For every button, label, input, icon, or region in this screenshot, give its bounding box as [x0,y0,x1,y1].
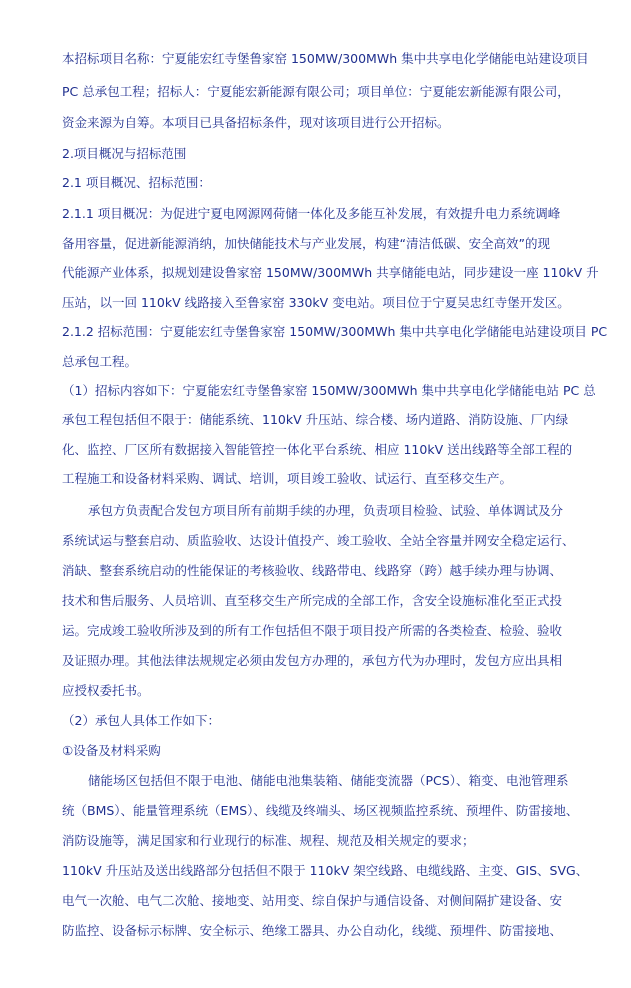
text-line: 本招标项目名称：宁夏能宏红寺堡鲁家窑 150MW/300MWh 集中共享电化学储能电站建设项目 [62,51,589,66]
text-line: 防监控、设备标示标牌、安全标示、绝缘工器具、办公自动化，线缆、预埋件、防雷接地、 [62,923,563,938]
subsection-heading: 2.1 项目概况、招标范围： [62,175,211,190]
text-line: 2.1.2 招标范围：宁夏能宏红寺堡鲁家窑 150MW/300MWh 集中共享电化学储能电站建设项目 PC [62,324,608,339]
text-line: 电气一次舱、电气二次舱、接地变、站用变、综自保护与通信设备、对侧间隔扩建设备、安 [62,893,563,908]
text-line: 储能场区包括但不限于电池、储能电池集装箱、储能变流器（PCS）、箱变、电池管理系 [88,773,569,788]
text-line: 消缺、整套系统启动的性能保证的考核验收、线路带电、线路穿（跨）越手续办理与协调、 [62,563,563,578]
text-line: 运。完成竣工验收所涉及到的所有工作包括但不限于项目投产所需的各类检查、检验、验收 [62,623,563,638]
text-line: 承包方负责配合发包方项目所有前期手续的办理，负责项目检验、试验、单体调试及分 [88,503,564,518]
text-line: 备用容量，促进新能源消纳，加快储能技术与产业发展，构建“清洁低碳、安全高效”的现 [62,236,550,251]
text-line: 代能源产业体系，拟规划建设鲁家窑 150MW/300MWh 共享储能电站，同步建设一座 110kV 升 [62,265,599,280]
text-line: 110kV 升压站及送出线路部分包括但不限于 110kV 架空线路、电缆线路、主变、GIS、SVG、 [62,863,589,878]
text-line: 资金来源为自筹。本项目已具备招标条件，现对该项目进行公开招标。 [62,115,450,130]
text-line: PC 总承包工程；招标人：宁夏能宏新能源有限公司；项目单位：宁夏能宏新能源有限公司， [62,84,570,99]
text-line: 承包工程包括但不限于：储能系统、110kV 升压站、综合楼、场内道路、消防设施、厂内绿 [62,412,569,427]
text-line: 及证照办理。其他法律法规规定必须由发包方办理的，承包方代为办理时，发包方应出具相 [62,653,563,668]
text-line: 应授权委托书。 [62,683,150,698]
text-line: 系统试运与整套启动、质监验收、达设计值投产、竣工验收、全站全容量并网安全稳定运行、 [62,533,575,548]
text-line: 总承包工程。 [62,354,138,369]
text-line: 2.1.1 项目概况：为促进宁夏电网源网荷储一体化及多能互补发展，有效提升电力系统调峰 [62,206,561,221]
text-line: 压站，以一回 110kV 线路接入至鲁家窑 330kV 变电站。项目位于宁夏吴忠红寺堡开发区。 [62,295,570,310]
text-line: 化、监控、厂区所有数据接入智能管控一体化平台系统、相应 110kV 送出线路等全部工程的 [62,442,573,457]
text-line: 技术和售后服务、人员培训、直至移交生产所完成的全部工作，含安全设施标准化至正式投 [62,593,563,608]
text-line: 统（BMS）、能量管理系统（EMS）、线缆及终端头、场区视频监控系统、预埋件、防雷接地、 [62,803,579,818]
text-line: 工程施工和设备材料采购、调试、培训，项目竣工验收、试运行、直至移交生产。 [62,471,513,486]
text-line: （1）招标内容如下：宁夏能宏红寺堡鲁家窑 150MW/300MWh 集中共享电化学储能电站 PC 总 [62,383,596,398]
list-item-heading: ①设备及材料采购 [62,743,161,758]
section-heading: 2.项目概况与招标范围 [62,146,187,161]
text-line: 消防设施等，满足国家和行业现行的标准、规程、规范及相关规定的要求； [62,833,475,848]
list-heading: （2）承包人具体工作如下： [62,713,220,728]
